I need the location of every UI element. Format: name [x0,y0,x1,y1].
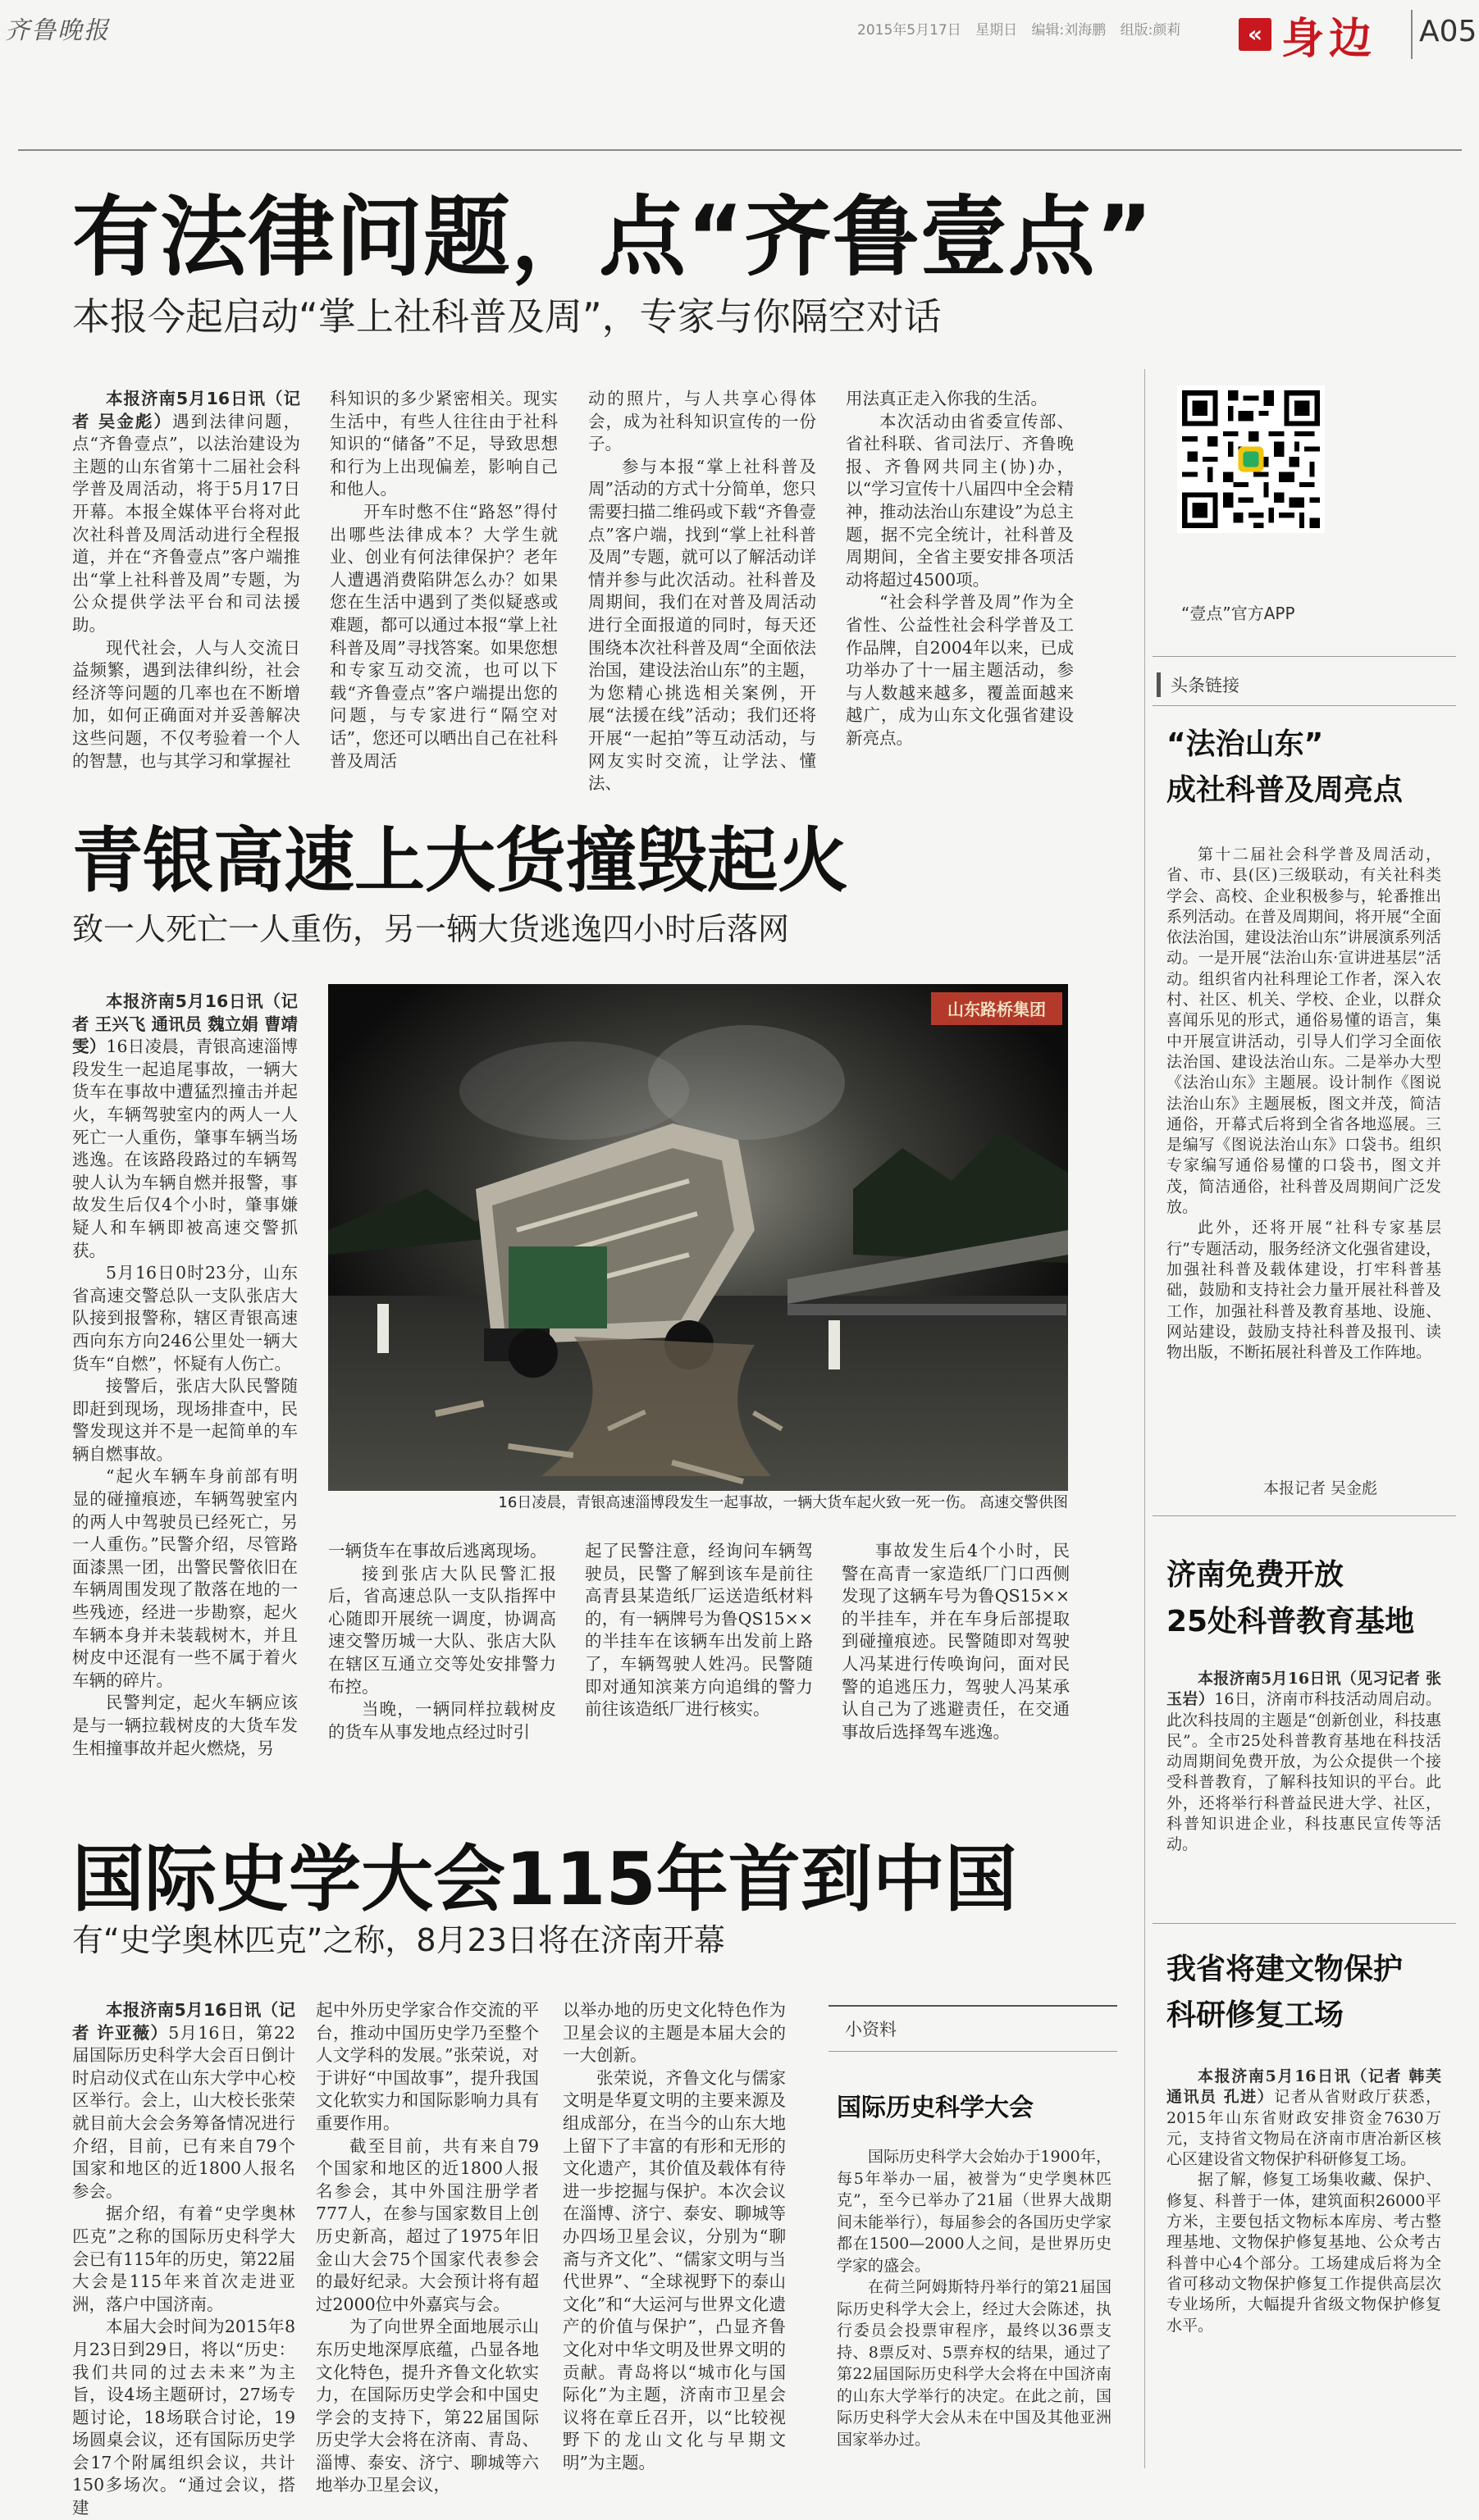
sidebar-item1-body [1166,845,1441,1460]
story1-headline: 有法律问题，点“齐鲁壹点” [72,187,1154,288]
billboard-text: 山东路桥集团 [947,1000,1046,1019]
sidebar-item2-title-1: 济南免费开放 [1166,1558,1344,1592]
box-body [837,2146,1112,2490]
issue-date: 2015年5月17日 [857,22,961,39]
accident-photo [328,984,1068,1491]
editor-credit: 编辑:刘海鹏 [1031,22,1107,39]
fact-box [829,2005,1117,2497]
story2-headline: 青银高速上大货撞毁起火 [72,820,848,902]
story1-para: 本次活动由省委宣传部、省社科联、省司法厅、齐鲁晚报、齐鲁网共同主(协)办，以“学习宣传十八届四中全会精神，推动法治山东建设”为总主题，据不完全统计，社科普及周期间，全省主要安排各项活动将超过4500项。 [846,411,1074,590]
story1-para: 开车时憋不住“路怒”得付出哪些法律成本？大学生就业、创业有何法律保护？老年人遭遇消费陷阱怎么办？如果您在生活中遇到了类似疑惑或难题，都可以通过本报“掌上社科普及周”寻找答案。如果您想和专家互动交流，也可以下载“齐鲁壹点”客户端提出您的问题，与专家进行“隔空对话”，您还可以晒出自己在社科普及周活 [330,501,558,771]
story1-para: 遇到法律问题，点“齐鲁壹点”，以法治建设为主题的山东省第十二届社会科学普及周活动，将于5月17日开幕。本报全媒体平台将对此次社科普及周活动进行全程报道，并在“齐鲁壹点”客户端推出“掌上社科普及周”专题，为公众提供学法平台和司法援助。 [72,411,301,635]
sidebar-item3-body [1166,2067,1441,2493]
sidebar-para: 记者从省财政厅获悉，2015年山东省财政安排资金7630万元，支持省文物局在济南市唐冶新区核心区建设省文物保护科研修复工场。 [1166,2088,1441,2169]
photo-caption: 16日凌晨，青银高速淄博段发生一起事故，一辆大货车起火致一死一伤。 高速交警供图 [498,1494,1068,1511]
story2-para: 民警判定，起火车辆应该是与一辆拉载树皮的大货车发生相撞事故并起火燃烧，另 [72,1693,298,1758]
story3-column-2 [316,1999,539,2495]
burned-truck-illustration [328,984,1068,1491]
story2-column-3 [585,1540,813,1778]
sidebar-item2-title-2: 25处科普教育基地 [1166,1605,1415,1638]
newspaper-logo: 齐鲁晚报 [5,16,110,45]
sidebar-item2-byline: 本报济南5月16日讯（见习记者 张玉岩） [1166,1670,1441,1709]
side-sep [1153,656,1456,657]
page-number: A05 [1419,15,1477,48]
story1-para: 现代社会，人与人交流日益频繁，遇到法律纠纷，社会经济等问题的几率也在不断增加，如何正确面对并妥善解决这些问题，不仅考验着一个人的智慧，也与其学习和掌握社 [72,637,300,771]
sidebar-para: 此外，还将开展“社科专家基层行”专题活动，服务经济文化强省建设，加强社科普及载体建设，打牢科普基础，鼓励和支持社会力量开展社科普及工作，加强社科普及教育基地、设施、网站建设，鼓励支持社科普及报刊、读物出版，不断拓展社科普及工作阵地。 [1166,1219,1441,1362]
story3-para: 张荣说，齐鲁文化与儒家文明是华夏文明的主要来源及组成部分，在当今的山东大地上留下了丰富的有形和无形的文化遗产，其价值及载体有待进一步挖掘与保护。本次会议在淄博、济宁、泰安、聊城等办四场卫星会议，分别为“聊斋与齐文化”、“儒家文明与当代世界”、“全球视野下的泰山文化”和“大运河与世界文化遗产的价值与保护”，凸显齐鲁文化对中华文明及世界文明的贡献。青岛将以“城市化与国际化”为主题，济南市卫星会议将在章丘召开，以“比较视野下的龙山文化与早期文明”为主题。 [563,2067,786,2472]
story1-para: “社会科学普及周”作为全省性、公益性社会科学普及工作品牌，自2004年以来，已成功举办了十一届主题活动，参与人数越来越多，覆盖面越来越广，成为山东文化强省建设新亮点。 [846,592,1074,748]
issue-meta [857,18,1190,39]
story2-para: “起火车辆车身前部有明显的碰撞痕迹，车辆驾驶室内的两人中驾驶员已经死亡，另一人重伤。”民警介绍，尽管路面漆黑一团，出警民警依旧在车辆周围发现了散落在地的一些残迹，经进一步勘察，起火车辆本身并未装载树木，并且树皮中还混有一些不属于着火车辆的碎片。 [72,1466,298,1690]
story1-column-1 [72,388,301,771]
app-logo-icon-inner [1244,452,1259,467]
sidebar-item1-byline: 本报记者 吴金彪 [1263,1479,1378,1497]
story2-para: 事故发生后4个小时，民警在高青一家造纸厂门口西侧发现了这辆车号为鲁QS15××的半挂车，并在车身后部提取到碰撞痕迹。民警随即对驾驶人冯某进行传唤询问，面对民警的追逃压力，驾驶人冯某承认自己为了逃避责任，在交通事故后选择驾车逃逸。 [842,1541,1070,1742]
story1-para: 用法真正走入你我的生活。 [846,389,1048,408]
sidebar-divider [1144,369,1145,2468]
box-label: 小资料 [845,2020,897,2039]
box-rule [829,2051,1117,2052]
sidebar-para: 第十二届社会科学普及周活动，省、市、县(区)三级联动，有关社科类学会、高校、企业积极参与，轮番推出系列活动。在普及周期间，将开展“全面依法治国，建设法治山东”讲展演系列活动。一是开展“法治山东·宣讲进基层”活动。组织省内社科理论工作者，深入农村、社区、机关、学校、企业，以群众喜闻乐见的形式，通俗易懂的语言，集中开展宣讲活动，引导人们学习全面依法治国、建设法治山东。二是举办大型《法治山东》主题展。设计制作《图说法治山东》主题展板，图文并茂，简洁通俗，开幕式后将到全省各地巡展。三是编写《图说法治山东》口袋书。组织专家编写通俗易懂的口袋书，图文并茂，简洁通俗，社科普及周期间广泛发放。 [1166,845,1441,1217]
chevron-left-icon: « [1239,18,1271,51]
story3-para: 5月16日，第22届国际历史科学大会百日倒计时启动仪式在山东大学中心校区举行。会上，山大校长张荣就目前大会会务筹备情况进行介绍，目前，已有来自79个国家和地区的近1800人报名参会。 [72,2022,296,2201]
masthead [0,0,1479,123]
story3-para: 截至目前，共有来自79个国家和地区的近1800人报名参会，其中外国注册学者777人，在参与国家数目上创历史新高，超过了1975年旧金山大会75个国家代表参会的最好纪录。大会预计将有超过2000位中外嘉宾与会。 [316,2135,539,2314]
story1-column-3 [588,388,816,794]
story3-para: 据介绍，有着“史学奥林匹克”之称的国际历史科学大会已有115年的历史，第22届大会是115年来首次走进亚洲，落户中国济南。 [72,2203,295,2314]
story3-headline: 国际史学大会115年首到中国 [72,1837,1017,1921]
story3-para: 本届大会时间为2015年8月23日到29日，将以“历史：我们共同的过去未来”为主旨，设4场主题研讨，27场专题讨论，18场联合讨论，19场圆桌会议，还有国际历史学会17个附属组织会议，共计150多场次。“通过会议，搭建 [72,2317,295,2518]
story1-para: 动的照片，与人共享心得体会，成为社科知识宣传的一份子。 [588,389,816,454]
story1-para: 科知识的多少紧密相关。现实生活中，有些人往往由于社科知识的“储备”不足，导致思想和行为上出现偏差，影响自己和他人。 [330,389,558,499]
box-para: 在荷兰阿姆斯特丹举行的第21届国际历史科学大会上，经过大会陈述，执行委员会投票审程序，最终以36票支持、8票反对、5票弃权的结果，通过了第22届国际历史科学大会将在中国济南的山东大学举行的决定。在此之前，国际历史科学大会从未在中国及其他亚洲国家举办过。 [837,2278,1112,2449]
story1-column-2 [330,388,558,771]
qr-code[interactable] [1177,385,1325,533]
designer-credit: 组版:颜莉 [1120,22,1181,39]
sidebar-item3-byline: 本报济南5月16日讯（记者 韩芙 通讯员 孔进） [1166,2067,1441,2107]
story2-subhead: 致一人死亡一人重伤，另一辆大货逃逸四小时后落网 [72,911,790,947]
story1-byline: 本报济南5月16日讯（记者 吴金彪） [72,389,300,431]
section-name: 身边 [1281,14,1377,64]
sidebar-item1-title-2: 成社科普及周亮点 [1166,773,1404,807]
issue-weekday: 星期日 [975,22,1018,39]
sidebar-para: 16日，济南市科技活动周启动。此次科技周的主题是“创新创业，科技惠民”。全市25处科普教育基地在科技活动周期间免费开放，为公众提供一个接受科普教育，了解科技知识的平台。此外，还将举行科普益民进大学、社区，科普知识进企业，科技惠民宣传等活动。 [1166,1690,1441,1854]
side-sep [1153,1923,1456,1924]
story2-para: 16日凌晨，青银高速淄博段发生一起追尾事故，一辆大货车在事故中遭猛烈撞击并起火，车辆驾驶室内的两人一人死亡一人重伤，肇事车辆当场逃逸。在该路段路过的车辆驾驶人认为车辆自燃并报警，事故发生后仅4个小时，肇事嫌疑人和车辆即被高速交警抓获。 [72,1037,298,1260]
story1-column-4 [846,388,1074,749]
section-tag: 头条链接 [1157,672,1239,697]
story3-byline: 本报济南5月16日讯（记者 许亚薇） [72,2000,295,2043]
story2-column-1 [72,991,298,1778]
story2-para: 一辆货车在事故后逃离现场。 [328,1541,547,1561]
story2-para: 起了民警注意，经询问车辆驾驶员，民警了解到该车是前往高青县某造纸厂运送造纸材料的，有一辆牌号为鲁QS15××的半挂车在该辆车出发前上路了，车辆驾驶人姓冯。民警随即对通知滨莱方向追缉的警力前往该造纸厂进行核实。 [585,1541,813,1720]
sidebar-item1-title-1: “法治山东” [1166,727,1324,761]
story1-subhead: 本报今起启动“掌上社科普及周”，专家与你隔空对话 [72,294,942,339]
sidebar-item3-title-2: 科研修复工场 [1166,1998,1344,2032]
story2-byline: 本报济南5月16日讯（记者 王兴飞 通讯员 魏立娟 曹靖雯） [72,991,298,1057]
side-sep [1153,1515,1456,1516]
story3-para: 起中外历史学家合作交流的平台，推动中国历史学乃至整个人文学科的发展。”张荣说，对于讲好“中国故事”，提升我国文化软实力和国际影响力具有重要作用。 [316,2000,539,2133]
top-rule [18,149,1462,151]
story2-para: 5月16日0时23分，山东省高速交警总队一支队张店大队接到报警称，辖区青银高速西向东方向246公里处一辆大货车“自燃”，怀疑有人伤亡。 [72,1263,298,1374]
story3-para: 以举办地的历史文化特色作为卫星会议的主题是本届大会的一大创新。 [563,2000,786,2066]
story2-para: 接警后，张店大队民警随即赶到现场，现场排查中，民警发现这并不是一起简单的车辆自燃事故。 [72,1376,298,1464]
sidebar-item3-title-1: 我省将建文物保护 [1166,1953,1404,1986]
qr-caption: “壹点”官方APP [1181,604,1295,623]
story2-para: 当晚，一辆同样拉载树皮的货车从事发地点经过时引 [328,1699,556,1742]
story2-column-2 [328,1540,556,1778]
story3-column-3 [563,1999,786,2491]
story3-column-1 [72,1999,296,2518]
box-para: 国际历史科学大会始办于1900年，每5年举办一届，被誉为“史学奥林匹克”，至今已举办了21届（世界大战期间未能举行），每届参会的各国历史学家都在1500—2000人之间，是世界历史学家的盛会。 [837,2148,1112,2275]
box-title: 国际历史科学大会 [837,2094,1034,2122]
divider [1411,10,1413,59]
story1-para: 参与本报“掌上社科普及周”活动的方式十分简单，您只需要扫描二维码或下载“齐鲁壹点”客户端，找到“掌上社科普及周”专题，就可以了解活动详情并参与此次活动。社科普及周期间，我们在对普及周活动进行全面报道的同时，每天还围绕本次社科普及周“全面依法治国，建设法治山东”的主题，为您精心挑选相关案例，开展“法援在线”活动；我们还将开展“一起拍”等互动活动，与网友实时交流，让学法、懂法、 [588,456,816,794]
sidebar-item2-body [1166,1669,1441,1915]
section-tab [1239,10,1411,64]
box-rule [829,2005,1117,2007]
sidebar-para: 据了解，修复工场集收藏、保护、修复、科普于一体，建筑面积26000平方米，主要包括文物标本库房、考古整理基地、文物保护修复基地、公众考古科普中心4个部分。工场建成后将为全省可移动文物保护修复工作提供高层次专业场所，大幅提升省级文物保护修复水平。 [1166,2171,1441,2335]
story2-para: 接到张店大队民警汇报后，省高速总队一支队指挥中心随即开展统一调度，协调高速交警历城一大队、张店大队在辖区互通立交等处安排警力布控。 [328,1563,556,1697]
story3-para: 为了向世界全面地展示山东历史地深厚底蕴，凸显各地文化特色，提升齐鲁文化软实力，在国际历史学会和中国史学会的支持下，第22届国际历史学大会将在济南、青岛、淄博、泰安、济宁、聊城等六地举办卫星会议， [316,2317,539,2495]
side-sep [1153,705,1456,706]
story2-column-4 [842,1540,1070,1778]
story3-subhead: 有“史学奥林匹克”之称，8月23日将在济南开幕 [72,1922,725,1958]
